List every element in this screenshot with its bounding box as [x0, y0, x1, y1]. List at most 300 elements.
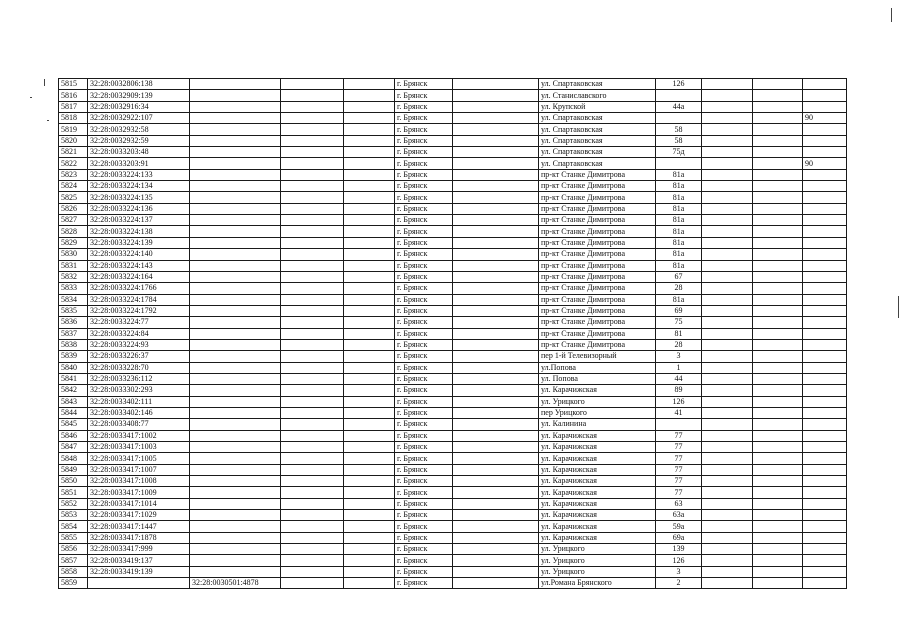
city-cell: г. Брянск — [395, 215, 453, 226]
street-cell: ул. Калинина — [539, 419, 656, 430]
cadastral-number-alt — [190, 203, 281, 214]
row-number: 5833 — [59, 283, 88, 294]
empty-cell — [753, 271, 803, 282]
empty-cell — [702, 283, 753, 294]
house-number-cell: 28 — [656, 339, 702, 350]
extra-number-cell — [803, 260, 847, 271]
empty-cell — [281, 147, 344, 158]
cadastral-number-alt — [190, 181, 281, 192]
city-cell: г. Брянск — [395, 283, 453, 294]
empty-cell — [281, 521, 344, 532]
empty-cell — [453, 566, 539, 577]
extra-number-cell — [803, 90, 847, 101]
cadastral-number: 32:28:0033224:135 — [88, 192, 190, 203]
cadastral-number: 32:28:0033419:139 — [88, 566, 190, 577]
street-cell: ул. Спартаковская — [539, 124, 656, 135]
empty-cell — [344, 521, 395, 532]
empty-cell — [344, 226, 395, 237]
row-number: 5818 — [59, 113, 88, 124]
street-cell: ул. Спартаковская — [539, 158, 656, 169]
row-number: 5824 — [59, 181, 88, 192]
empty-cell — [702, 476, 753, 487]
cadastral-number: 32:28:0033224:93 — [88, 339, 190, 350]
empty-cell — [753, 328, 803, 339]
table-row — [59, 226, 847, 237]
cadastral-number: 32:28:0033417:1008 — [88, 476, 190, 487]
empty-cell — [453, 305, 539, 316]
house-number-cell: 77 — [656, 442, 702, 453]
table-row — [59, 464, 847, 475]
cadastral-number-alt — [190, 135, 281, 146]
empty-cell — [753, 510, 803, 521]
empty-cell — [453, 453, 539, 464]
street-cell: ул. Карачижская — [539, 385, 656, 396]
cadastral-number-alt — [190, 521, 281, 532]
house-number-cell: 63а — [656, 510, 702, 521]
row-number: 5839 — [59, 351, 88, 362]
cadastral-number-alt — [190, 192, 281, 203]
house-number-cell: 81а — [656, 249, 702, 260]
table-row — [59, 419, 847, 430]
empty-cell — [453, 555, 539, 566]
empty-cell — [453, 249, 539, 260]
city-cell: г. Брянск — [395, 124, 453, 135]
city-cell: г. Брянск — [395, 169, 453, 180]
cadastral-number: 32:28:0033417:1029 — [88, 510, 190, 521]
house-number-cell: 81а — [656, 203, 702, 214]
city-cell: г. Брянск — [395, 566, 453, 577]
cadastral-number-alt — [190, 305, 281, 316]
row-number: 5821 — [59, 147, 88, 158]
empty-cell — [702, 192, 753, 203]
street-cell: пр-кт Станке Димитрова — [539, 169, 656, 180]
empty-cell — [702, 328, 753, 339]
cadastral-number: 32:28:0033224:134 — [88, 181, 190, 192]
house-number-cell: 89 — [656, 385, 702, 396]
extra-number-cell — [803, 328, 847, 339]
empty-cell — [753, 566, 803, 577]
empty-cell — [281, 113, 344, 124]
table-row — [59, 260, 847, 271]
house-number-cell — [656, 90, 702, 101]
scan-mark-right-top — [891, 8, 892, 22]
empty-cell — [753, 498, 803, 509]
city-cell: г. Брянск — [395, 453, 453, 464]
city-cell: г. Брянск — [395, 249, 453, 260]
cadastral-number-alt — [190, 101, 281, 112]
cadastral-number: 32:28:0032922:107 — [88, 113, 190, 124]
empty-cell — [753, 294, 803, 305]
street-cell: пр-кт Станке Димитрова — [539, 339, 656, 350]
table-row — [59, 498, 847, 509]
cadastral-number: 32:28:0033224:84 — [88, 328, 190, 339]
street-cell: пр-кт Станке Димитрова — [539, 328, 656, 339]
extra-number-cell — [803, 385, 847, 396]
row-number: 5834 — [59, 294, 88, 305]
city-cell: г. Брянск — [395, 442, 453, 453]
cadastral-number-alt — [190, 158, 281, 169]
house-number-cell: 69 — [656, 305, 702, 316]
city-cell: г. Брянск — [395, 464, 453, 475]
empty-cell — [753, 203, 803, 214]
cadastral-number: 32:28:0033224:1784 — [88, 294, 190, 305]
house-number-cell: 63 — [656, 498, 702, 509]
street-cell: ул. Карачижская — [539, 442, 656, 453]
extra-number-cell — [803, 101, 847, 112]
empty-cell — [753, 260, 803, 271]
empty-cell — [702, 566, 753, 577]
city-cell: г. Брянск — [395, 260, 453, 271]
empty-cell — [281, 578, 344, 589]
empty-cell — [344, 158, 395, 169]
city-cell: г. Брянск — [395, 271, 453, 282]
city-cell: г. Брянск — [395, 135, 453, 146]
empty-cell — [702, 498, 753, 509]
cadastral-number-alt — [190, 407, 281, 418]
row-number: 5855 — [59, 532, 88, 543]
empty-cell — [281, 237, 344, 248]
city-cell: г. Брянск — [395, 532, 453, 543]
empty-cell — [753, 430, 803, 441]
row-number: 5840 — [59, 362, 88, 373]
empty-cell — [344, 192, 395, 203]
empty-cell — [281, 305, 344, 316]
row-number: 5842 — [59, 385, 88, 396]
table-row — [59, 181, 847, 192]
empty-cell — [344, 396, 395, 407]
empty-cell — [702, 101, 753, 112]
extra-number-cell — [803, 169, 847, 180]
empty-cell — [753, 135, 803, 146]
empty-cell — [344, 498, 395, 509]
scan-mark-right-middle — [898, 296, 899, 318]
row-number: 5849 — [59, 464, 88, 475]
empty-cell — [344, 362, 395, 373]
empty-cell — [281, 453, 344, 464]
cadastral-number: 32:28:0033417:1003 — [88, 442, 190, 453]
city-cell: г. Брянск — [395, 294, 453, 305]
empty-cell — [702, 169, 753, 180]
empty-cell — [753, 317, 803, 328]
empty-cell — [281, 544, 344, 555]
extra-number-cell — [803, 124, 847, 135]
empty-cell — [702, 124, 753, 135]
extra-number-cell — [803, 510, 847, 521]
empty-cell — [344, 271, 395, 282]
empty-cell — [453, 237, 539, 248]
scan-mark-left-dot-2 — [47, 120, 49, 121]
empty-cell — [281, 532, 344, 543]
cadastral-number-alt — [190, 555, 281, 566]
cadastral-number: 32:28:0033417:1447 — [88, 521, 190, 532]
empty-cell — [344, 385, 395, 396]
empty-cell — [753, 237, 803, 248]
house-number-cell: 77 — [656, 453, 702, 464]
cadastral-number: 32:28:0033302:293 — [88, 385, 190, 396]
house-number-cell: 81а — [656, 226, 702, 237]
street-cell: ул. Крупской — [539, 101, 656, 112]
cadastral-number-alt — [190, 510, 281, 521]
house-number-cell: 81а — [656, 181, 702, 192]
empty-cell — [453, 362, 539, 373]
empty-cell — [453, 271, 539, 282]
empty-cell — [344, 532, 395, 543]
empty-cell — [281, 271, 344, 282]
street-cell: пр-кт Станке Димитрова — [539, 271, 656, 282]
empty-cell — [753, 555, 803, 566]
extra-number-cell — [803, 203, 847, 214]
city-cell: г. Брянск — [395, 237, 453, 248]
empty-cell — [344, 260, 395, 271]
table-row — [59, 192, 847, 203]
empty-cell — [753, 362, 803, 373]
street-cell: пр-кт Станке Димитрова — [539, 283, 656, 294]
empty-cell — [753, 113, 803, 124]
row-number: 5835 — [59, 305, 88, 316]
empty-cell — [753, 226, 803, 237]
house-number-cell: 77 — [656, 464, 702, 475]
empty-cell — [753, 215, 803, 226]
table-row — [59, 566, 847, 577]
empty-cell — [344, 203, 395, 214]
row-number: 5837 — [59, 328, 88, 339]
street-cell: ул. Попова — [539, 373, 656, 384]
table-row — [59, 385, 847, 396]
extra-number-cell — [803, 498, 847, 509]
row-number: 5831 — [59, 260, 88, 271]
city-cell: г. Брянск — [395, 555, 453, 566]
table-row — [59, 215, 847, 226]
row-number: 5838 — [59, 339, 88, 350]
empty-cell — [344, 419, 395, 430]
extra-number-cell — [803, 476, 847, 487]
table-row — [59, 476, 847, 487]
empty-cell — [281, 249, 344, 260]
city-cell: г. Брянск — [395, 373, 453, 384]
house-number-cell: 126 — [656, 79, 702, 90]
empty-cell — [344, 305, 395, 316]
empty-cell — [453, 101, 539, 112]
city-cell: г. Брянск — [395, 407, 453, 418]
street-cell: ул.Попова — [539, 362, 656, 373]
street-cell: пр-кт Станке Димитрова — [539, 226, 656, 237]
street-cell: ул. Спартаковская — [539, 113, 656, 124]
extra-number-cell — [803, 294, 847, 305]
row-number: 5829 — [59, 237, 88, 248]
empty-cell — [281, 124, 344, 135]
house-number-cell: 44а — [656, 101, 702, 112]
row-number: 5850 — [59, 476, 88, 487]
empty-cell — [344, 578, 395, 589]
table-row — [59, 442, 847, 453]
street-cell: ул. Спартаковская — [539, 147, 656, 158]
extra-number-cell — [803, 532, 847, 543]
empty-cell — [453, 407, 539, 418]
cadastral-number: 32:28:0033224:136 — [88, 203, 190, 214]
empty-cell — [281, 487, 344, 498]
cadastral-number: 32:28:0033228:70 — [88, 362, 190, 373]
empty-cell — [453, 283, 539, 294]
row-number: 5820 — [59, 135, 88, 146]
empty-cell — [453, 396, 539, 407]
empty-cell — [753, 339, 803, 350]
empty-cell — [281, 419, 344, 430]
empty-cell — [753, 476, 803, 487]
extra-number-cell — [803, 396, 847, 407]
cadastral-number-alt — [190, 351, 281, 362]
table-row — [59, 271, 847, 282]
row-number: 5830 — [59, 249, 88, 260]
street-cell: пр-кт Станке Димитрова — [539, 181, 656, 192]
empty-cell — [344, 181, 395, 192]
extra-number-cell — [803, 317, 847, 328]
cadastral-number-alt — [190, 317, 281, 328]
empty-cell — [453, 339, 539, 350]
street-cell: пер 1-й Телевизорный — [539, 351, 656, 362]
cadastral-number-alt — [190, 124, 281, 135]
street-cell: ул. Урицкого — [539, 566, 656, 577]
cadastral-number-alt — [190, 339, 281, 350]
empty-cell — [344, 487, 395, 498]
row-number: 5859 — [59, 578, 88, 589]
cadastral-number: 32:28:0033224:1792 — [88, 305, 190, 316]
table-row — [59, 578, 847, 589]
empty-cell — [344, 90, 395, 101]
cadastral-number-alt — [190, 226, 281, 237]
row-number: 5858 — [59, 566, 88, 577]
empty-cell — [453, 158, 539, 169]
row-number: 5819 — [59, 124, 88, 135]
cadastral-number: 32:28:0033417:1878 — [88, 532, 190, 543]
cadastral-number: 32:28:0033417:1002 — [88, 430, 190, 441]
street-cell: ул. Карачижская — [539, 430, 656, 441]
empty-cell — [753, 578, 803, 589]
empty-cell — [344, 169, 395, 180]
extra-number-cell — [803, 544, 847, 555]
empty-cell — [753, 169, 803, 180]
cadastral-number: 32:28:0033224:133 — [88, 169, 190, 180]
table-row — [59, 430, 847, 441]
city-cell: г. Брянск — [395, 113, 453, 124]
cadastral-number: 32:28:0032909:139 — [88, 90, 190, 101]
cadastral-number-alt — [190, 442, 281, 453]
table-row — [59, 305, 847, 316]
table-row — [59, 544, 847, 555]
empty-cell — [281, 101, 344, 112]
empty-cell — [453, 430, 539, 441]
empty-cell — [702, 158, 753, 169]
cadastral-number: 32:28:0033417:1014 — [88, 498, 190, 509]
empty-cell — [281, 351, 344, 362]
row-number: 5823 — [59, 169, 88, 180]
empty-cell — [281, 283, 344, 294]
extra-number-cell — [803, 305, 847, 316]
city-cell: г. Брянск — [395, 158, 453, 169]
empty-cell — [702, 464, 753, 475]
extra-number-cell — [803, 442, 847, 453]
house-number-cell: 59а — [656, 521, 702, 532]
row-number: 5856 — [59, 544, 88, 555]
row-number: 5845 — [59, 419, 88, 430]
table-row — [59, 510, 847, 521]
extra-number-cell — [803, 407, 847, 418]
table-row — [59, 328, 847, 339]
empty-cell — [702, 396, 753, 407]
city-cell: г. Брянск — [395, 544, 453, 555]
city-cell: г. Брянск — [395, 385, 453, 396]
house-number-cell — [656, 158, 702, 169]
empty-cell — [344, 101, 395, 112]
empty-cell — [281, 79, 344, 90]
house-number-cell: 81 — [656, 328, 702, 339]
cadastral-number: 32:28:0033236:112 — [88, 373, 190, 384]
table-row — [59, 147, 847, 158]
empty-cell — [281, 203, 344, 214]
cadastral-number: 32:28:0033224:140 — [88, 249, 190, 260]
table-row — [59, 158, 847, 169]
table-row — [59, 362, 847, 373]
house-number-cell: 69а — [656, 532, 702, 543]
cadastral-number: 32:28:0032916:34 — [88, 101, 190, 112]
row-number: 5828 — [59, 226, 88, 237]
empty-cell — [753, 373, 803, 384]
empty-cell — [281, 555, 344, 566]
empty-cell — [281, 328, 344, 339]
table-row — [59, 351, 847, 362]
table-row — [59, 555, 847, 566]
extra-number-cell — [803, 566, 847, 577]
table-row — [59, 521, 847, 532]
cadastral-number-alt — [190, 566, 281, 577]
table-row — [59, 203, 847, 214]
house-number-cell: 77 — [656, 476, 702, 487]
street-cell: ул. Карачижская — [539, 476, 656, 487]
house-number-cell: 126 — [656, 555, 702, 566]
empty-cell — [281, 430, 344, 441]
street-cell: ул. Станиславского — [539, 90, 656, 101]
empty-cell — [344, 147, 395, 158]
empty-cell — [281, 169, 344, 180]
cadastral-number-alt — [190, 476, 281, 487]
row-number: 5843 — [59, 396, 88, 407]
city-cell: г. Брянск — [395, 147, 453, 158]
house-number-cell: 126 — [656, 396, 702, 407]
empty-cell — [344, 124, 395, 135]
cadastral-number: 32:28:0033224:138 — [88, 226, 190, 237]
city-cell: г. Брянск — [395, 192, 453, 203]
row-number: 5854 — [59, 521, 88, 532]
empty-cell — [753, 101, 803, 112]
table-row — [59, 532, 847, 543]
empty-cell — [753, 385, 803, 396]
empty-cell — [281, 317, 344, 328]
row-number: 5832 — [59, 271, 88, 282]
empty-cell — [453, 203, 539, 214]
street-cell: ул. Карачижская — [539, 464, 656, 475]
empty-cell — [753, 305, 803, 316]
empty-cell — [753, 79, 803, 90]
city-cell: г. Брянск — [395, 101, 453, 112]
empty-cell — [753, 453, 803, 464]
cadastral-number: 32:28:0033417:1005 — [88, 453, 190, 464]
empty-cell — [702, 407, 753, 418]
house-number-cell: 3 — [656, 566, 702, 577]
empty-cell — [702, 351, 753, 362]
house-number-cell: 81а — [656, 192, 702, 203]
empty-cell — [281, 90, 344, 101]
house-number-cell: 28 — [656, 283, 702, 294]
empty-cell — [281, 339, 344, 350]
